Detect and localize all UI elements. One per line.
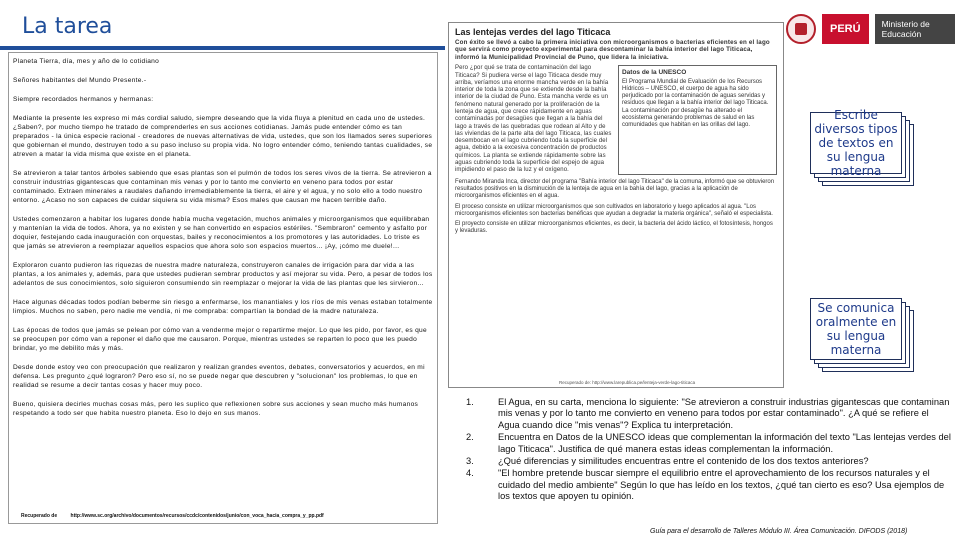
letter-paragraph: Mediante la presente les expreso mi más cordial saludo, siempre deseando que la vida fluya a plenitud en cada uno de ustedes. ¿Saben?, por mucho tiempo he tratado de comprenderles en sus acciones cotidianas. Jamás pude entender cómo es tan preparados - la única especie racional - creadores de nuevas alternativas de vida, ustedes, que son los llamados seres superiores que gobiernan el mundo, destruyen todo a su paso incluso su propia vida. No logro entender cómo, teniendo tantas cualidades, se atreven a matar la vida misma que existe en el planeta. bbox=[13, 115, 433, 158]
letter-paragraph: Exploraron cuanto pudieron las riquezas de nuestra madre naturaleza, construyeron canales de irrigación para dar vida a las plantas, a los animales y, además, para que ustedes pudieran sembrar productos y así mejorar su vida. Pero, a pesar de todos los adelantos de sus conocimientos, solo siguieron consumiendo sin reemplazar o mejorar la vida de las plantas que les sirvieron... bbox=[13, 262, 433, 287]
question-number: 3. bbox=[466, 456, 474, 467]
letter-source-url[interactable]: http://www.sc.org/archivo/documentos/recursos/ccdc/contenidos/junio/con_voca_hacia_compra_y_pp.pdf bbox=[70, 513, 324, 519]
letter-source bbox=[9, 513, 324, 519]
question-item bbox=[466, 456, 952, 467]
question-text: ¿Qué diferencias y similitudes encuentras entre el contenido de los dos textos anteriores? bbox=[498, 456, 869, 467]
question-item bbox=[466, 397, 952, 431]
competency-card-write bbox=[810, 108, 914, 186]
minedu-logo bbox=[786, 14, 955, 44]
page-title: La tarea bbox=[22, 14, 113, 39]
news-paragraph: El proyecto consiste en utilizar microorganismos eficientes, es decir, la bacteria del ácido láctico, el fotosíntesis, hongos y levaduras. bbox=[455, 221, 773, 235]
letter-paragraph: Siempre recordados hermanos y hermanas: bbox=[13, 96, 154, 103]
letter-source-label: Recuperado de bbox=[21, 513, 58, 519]
news-article bbox=[448, 22, 784, 388]
competency-speak-label: Se comunica oralmente en su lengua materna bbox=[810, 298, 902, 360]
footer-credit: Guía para el desarrollo de Talleres Módulo III. Área Comunicación. DIFODS (2018) bbox=[650, 528, 908, 535]
letter-paragraph: Hace algunas décadas todos podían beberme sin riesgo a enfermarse, los manantiales y los ríos de mis venas estaban totalmente limpios. Muchos no saben, pero nadie me vendía, ni me compraba: compartían la bondad de la madre naturaleza. bbox=[13, 299, 433, 315]
news-title: Las lentejas verdes del lago Titicaca bbox=[455, 27, 611, 37]
competency-write-label: Escribe diversos tipos de textos en su lengua materna bbox=[810, 112, 902, 174]
logo-ministry: Ministerio de Educación bbox=[875, 14, 955, 44]
question-item bbox=[466, 432, 952, 455]
competency-card-speak bbox=[810, 298, 914, 372]
question-number: 2. bbox=[466, 432, 474, 443]
title-underline bbox=[0, 46, 445, 50]
coat-of-arms-icon bbox=[786, 14, 816, 44]
news-paragraph: El proceso consiste en utilizar microorganismos que son cultivados en laboratorio y luego aplicados al agua. "Los microorganismos eficientes son bacterias benéficas que ayudan a degradar la materia orgánica", señaló el especialista. bbox=[455, 203, 773, 217]
unesco-box-title: Datos de la UNESCO bbox=[621, 69, 687, 77]
letter-paragraph: Bueno, quisiera decirles muchas cosas más, pero les suplico que reflexionen sobre sus acciones y sean mucho más humanos respetando a todo ser que habita nuestro planeta. Eso lo dejo en sus manos. bbox=[13, 401, 419, 417]
letter-paragraph: Las épocas de todos que jamás se pelean por cómo van a venderme mejor o repartirme mejor. Lo que les pido, por favor, es que se preocupen por cómo van a reponer el daño que me causaron. Porque, mientras ustedes se reparten lo poco que les puedo brindar, yo me debilito más y más. bbox=[13, 327, 427, 352]
letter-document bbox=[8, 52, 438, 524]
letter-paragraph: Planeta Tierra, día, mes y año de lo cotidiano bbox=[13, 58, 160, 65]
news-body bbox=[449, 61, 783, 174]
letter-paragraph: Ustedes comenzaron a habitar los lugares donde había mucha vegetación, muchos animales y microorganismos que equilibraban y mantenían la vida de todos. Ahora, ya no existen y se han convertido en espacios estériles. "Sembraron" cemento y asfalto por doquier, festejando cada inauguración con orquestas, bailes y reconocimientos a los promotores y las autoridades. Lo triste es que jamás se atrevieron a reemplazar aquellos espacios que ahora solo son espacios muertos... ¡Ay, ¡cómo me duele!... bbox=[13, 216, 430, 250]
news-column: Pero ¿por qué se trata de contaminación del lago Titicaca? Si pudiera verse el lago Titicaca desde muy arriba, veríamos una enorme mancha verde en la bahía interior de toda la zona que se extiende desde la bahía interior de la ciudad de Puno. Esta mancha verde es un fenómeno natural generado por la proliferación de la lenteja de agua, que crece rápidamente en aguas contaminadas por desagües que llegan a la bahía del lago a través de las quebradas que rodean al Alto y de las viviendas de la parte alta del lago Titicaca, las cuales desembocan en el lago cubriendo toda la superficie del agua, debido a la excesiva concentración de productos químicos. La planta se extiende rápidamente sobre las aguas cubriendo toda la superficie del espejo de agua impidiendo el paso de la luz y el oxígeno. bbox=[455, 65, 612, 174]
question-text: El Agua, en su carta, menciona lo siguiente: "Se atrevieron a construir industrias gigantescas que contaminan mis venas y por lo tanto me convierto en veneno para todos por estar contaminado". ¿A qué se refiere el Agua cuando dice "mis venas"? Explica tu interpretación. bbox=[498, 397, 950, 430]
logo-country: PERÚ bbox=[822, 14, 869, 44]
question-number: 1. bbox=[466, 397, 474, 407]
question-text: Encuentra en Datos de la UNESCO ideas que complementan la información del texto "Las lentejas verdes del lago Titicaca". Justifica de qué manera estas ideas complementan la información. bbox=[498, 432, 951, 454]
question-item bbox=[466, 468, 952, 502]
unesco-box bbox=[618, 65, 777, 174]
letter-paragraph: Señores habitantes del Mundo Presente.- bbox=[13, 77, 147, 84]
question-text: "El hombre pretende buscar siempre el equilibrio entre el aprovechamiento de los recursos naturales y el cuidado del medio ambiente" Según lo que has leído en los textos, ¿qué tan cierto es eso? Usa ejemplos de los textos que apoyen tu opinión. bbox=[498, 468, 945, 502]
unesco-box-text: El Programa Mundial de Evaluación de los Recursos Hídricos – UNESCO, el cuerpo de agua ha sido perjudicado por la contaminación de aguas servidas y residuos que llegan a la bahía interior del lago Titicaca. La contaminación por desagüe ha alterado el ecosistema generando problemas de salud en las comunidades que habitan en las orillas del lago. bbox=[621, 78, 769, 129]
news-paragraph: Fernando Miranda Inca, director del programa "Bahía interior del lago Titicaca" de la comuna, informó que se obtuvieron resultados positivos en la disminución de la lenteja de agua en la bahía del lago, gracias a la aplicación de microorganismos eficientes en el agua. bbox=[455, 178, 775, 200]
news-continuation bbox=[449, 175, 783, 236]
letter-paragraph: Se atrevieron a talar tantos árboles sabiendo que esas plantas son el pulmón de todos los seres vivos de la tierra. Se atrevieron a construir industrias gigantescas que contaminan mis venas y por lo tanto me convierto en veneno para todos por estar contaminado. Extraen minerales a raudales dañando irremediablemente la tierra, el aire y el agua, y no solo ello a todo nuestro entorno. ¿Acaso no son capaces de cuidar siquiera su vida misma? Esos males que causan me hacen terrible daño. bbox=[13, 170, 432, 204]
question-number: 4. bbox=[466, 468, 474, 479]
question-list bbox=[466, 397, 952, 504]
news-reference: Recuperado de: http://www.larepublica.pe/lenteja-verde-lago-titicaca bbox=[559, 380, 696, 385]
news-lede: Con éxito se llevó a cabo la primera iniciativa con microorganismos o bacterias eficientes en el lago que servirá como proyecto experimental para descontaminar la bahía interior del lago Titicaca, informó la Municipalidad Provincial de Puno, que lidera la iniciativa. bbox=[455, 39, 770, 61]
letter-paragraph: Desde donde estoy veo con preocupación que realizaron y realizan grandes eventos, debates, conversatorios y acuerdos, en mi defensa. Les pregunto ¿qué lograron? Pero eso sí, no se puede negar que descubren y "solucionan" los problemas, lo que en realidad se resume a decir tantas cosas y hacer muy poco. bbox=[13, 364, 425, 389]
